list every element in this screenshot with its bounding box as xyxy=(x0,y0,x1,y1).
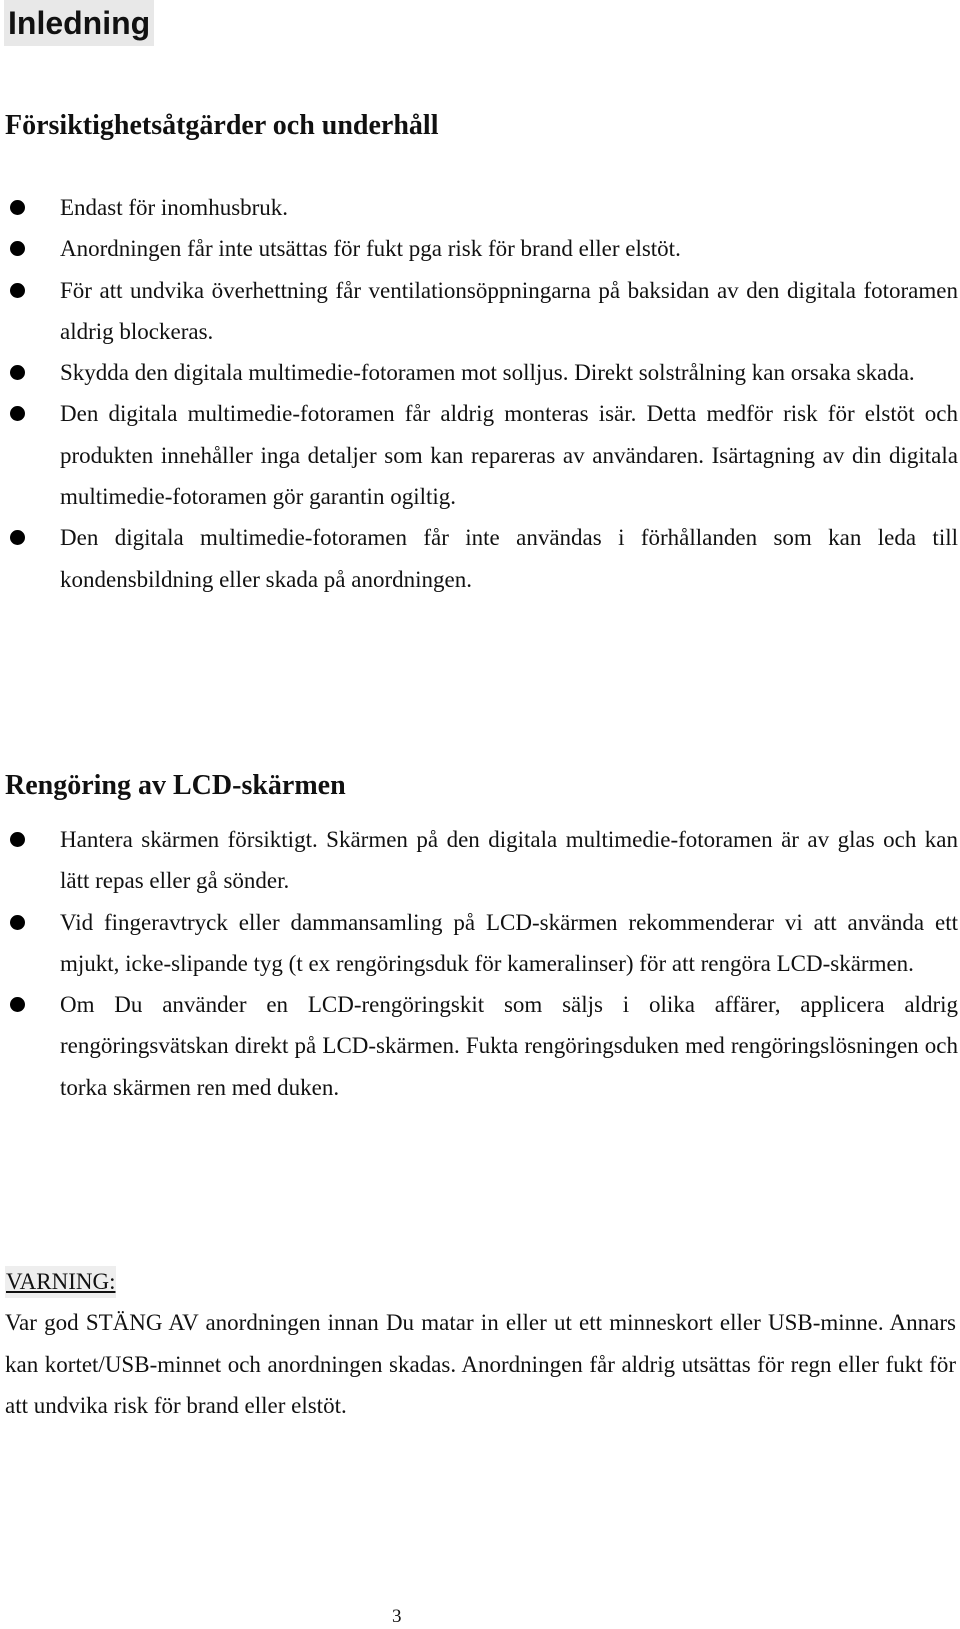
list-item-text: Den digitala multimedie-fotoramen får inte användas i förhållanden som kan leda till kondensbildning eller skada på anordningen. xyxy=(60,525,958,592)
list-item xyxy=(0,984,960,1108)
list-item-text: För att undvika överhettning får ventilationsöppningarna på baksidan av den digitala fotoramen aldrig blockeras. xyxy=(60,277,958,344)
bullet-icon xyxy=(10,915,25,930)
list-item-text: Den digitala multimedie-fotoramen får aldrig monteras isär. Detta medför risk för elstöt och produkten innehåller inga detaljer som kan repareras av användaren. Isärtagning av din digitala multimedie-fotoramen gör garantin ogiltig. xyxy=(60,401,958,510)
warning-text: Var god STÄNG AV anordningen innan Du matar in eller ut ett minneskort eller USB-minne. Annars kan kortet/USB-minnet och anordningen skadas. Anordningen får aldrig utsättas för regn eller fukt för att undvika risk för brand eller elstöt. xyxy=(5,1310,956,1418)
bullet-icon xyxy=(10,241,25,256)
list-item xyxy=(0,819,960,902)
list-item xyxy=(0,228,960,269)
precautions-list xyxy=(0,187,960,600)
page-number: 3 xyxy=(392,1606,402,1627)
bullet-icon xyxy=(10,365,25,380)
bullet-icon xyxy=(10,283,25,298)
bullet-icon xyxy=(10,997,25,1012)
list-item xyxy=(0,187,960,228)
list-item-text: Om Du använder en LCD-rengöringskit som säljs i olika affärer, applicera aldrig rengöringsvätskan direkt på LCD-skärmen. Fukta rengöringsduken med rengöringslösningen och torka skärmen ren med duken. xyxy=(60,992,958,1100)
bullet-icon xyxy=(10,530,25,545)
list-item-text: Skydda den digitala multimedie-fotoramen mot solljus. Direkt solstrålning kan orsaka skada. xyxy=(60,360,915,386)
bullet-icon xyxy=(10,406,25,421)
list-item xyxy=(0,517,960,600)
section-heading-precautions: Försiktighetsåtgärder och underhåll xyxy=(5,110,439,141)
list-item-text: Hantera skärmen försiktigt. Skärmen på den digitala multimedie-fotoramen är av glas och kan lätt repas eller gå sönder. xyxy=(60,827,958,894)
list-item xyxy=(0,393,960,517)
list-item-text: Anordningen får inte utsättas för fukt pga risk för brand eller elstöt. xyxy=(60,236,681,262)
bullet-icon xyxy=(10,200,25,215)
list-item xyxy=(0,902,960,985)
list-item xyxy=(0,352,960,393)
lcd-cleaning-list xyxy=(0,819,960,1108)
section-heading-lcd-cleaning: Rengöring av LCD-skärmen xyxy=(5,770,346,801)
bullet-icon xyxy=(10,832,25,847)
list-item-text: Vid fingeravtryck eller dammansamling på LCD-skärmen rekommenderar vi att använda ett mjukt, icke-slipande tyg (t ex rengöringsduk för kameralinser) för att rengöra LCD-skärmen. xyxy=(60,909,958,976)
page-title: Inledning xyxy=(4,0,154,46)
warning-label: VARNING: xyxy=(5,1266,116,1298)
list-item xyxy=(0,270,960,353)
list-item-text: Endast för inomhusbruk. xyxy=(60,195,289,220)
